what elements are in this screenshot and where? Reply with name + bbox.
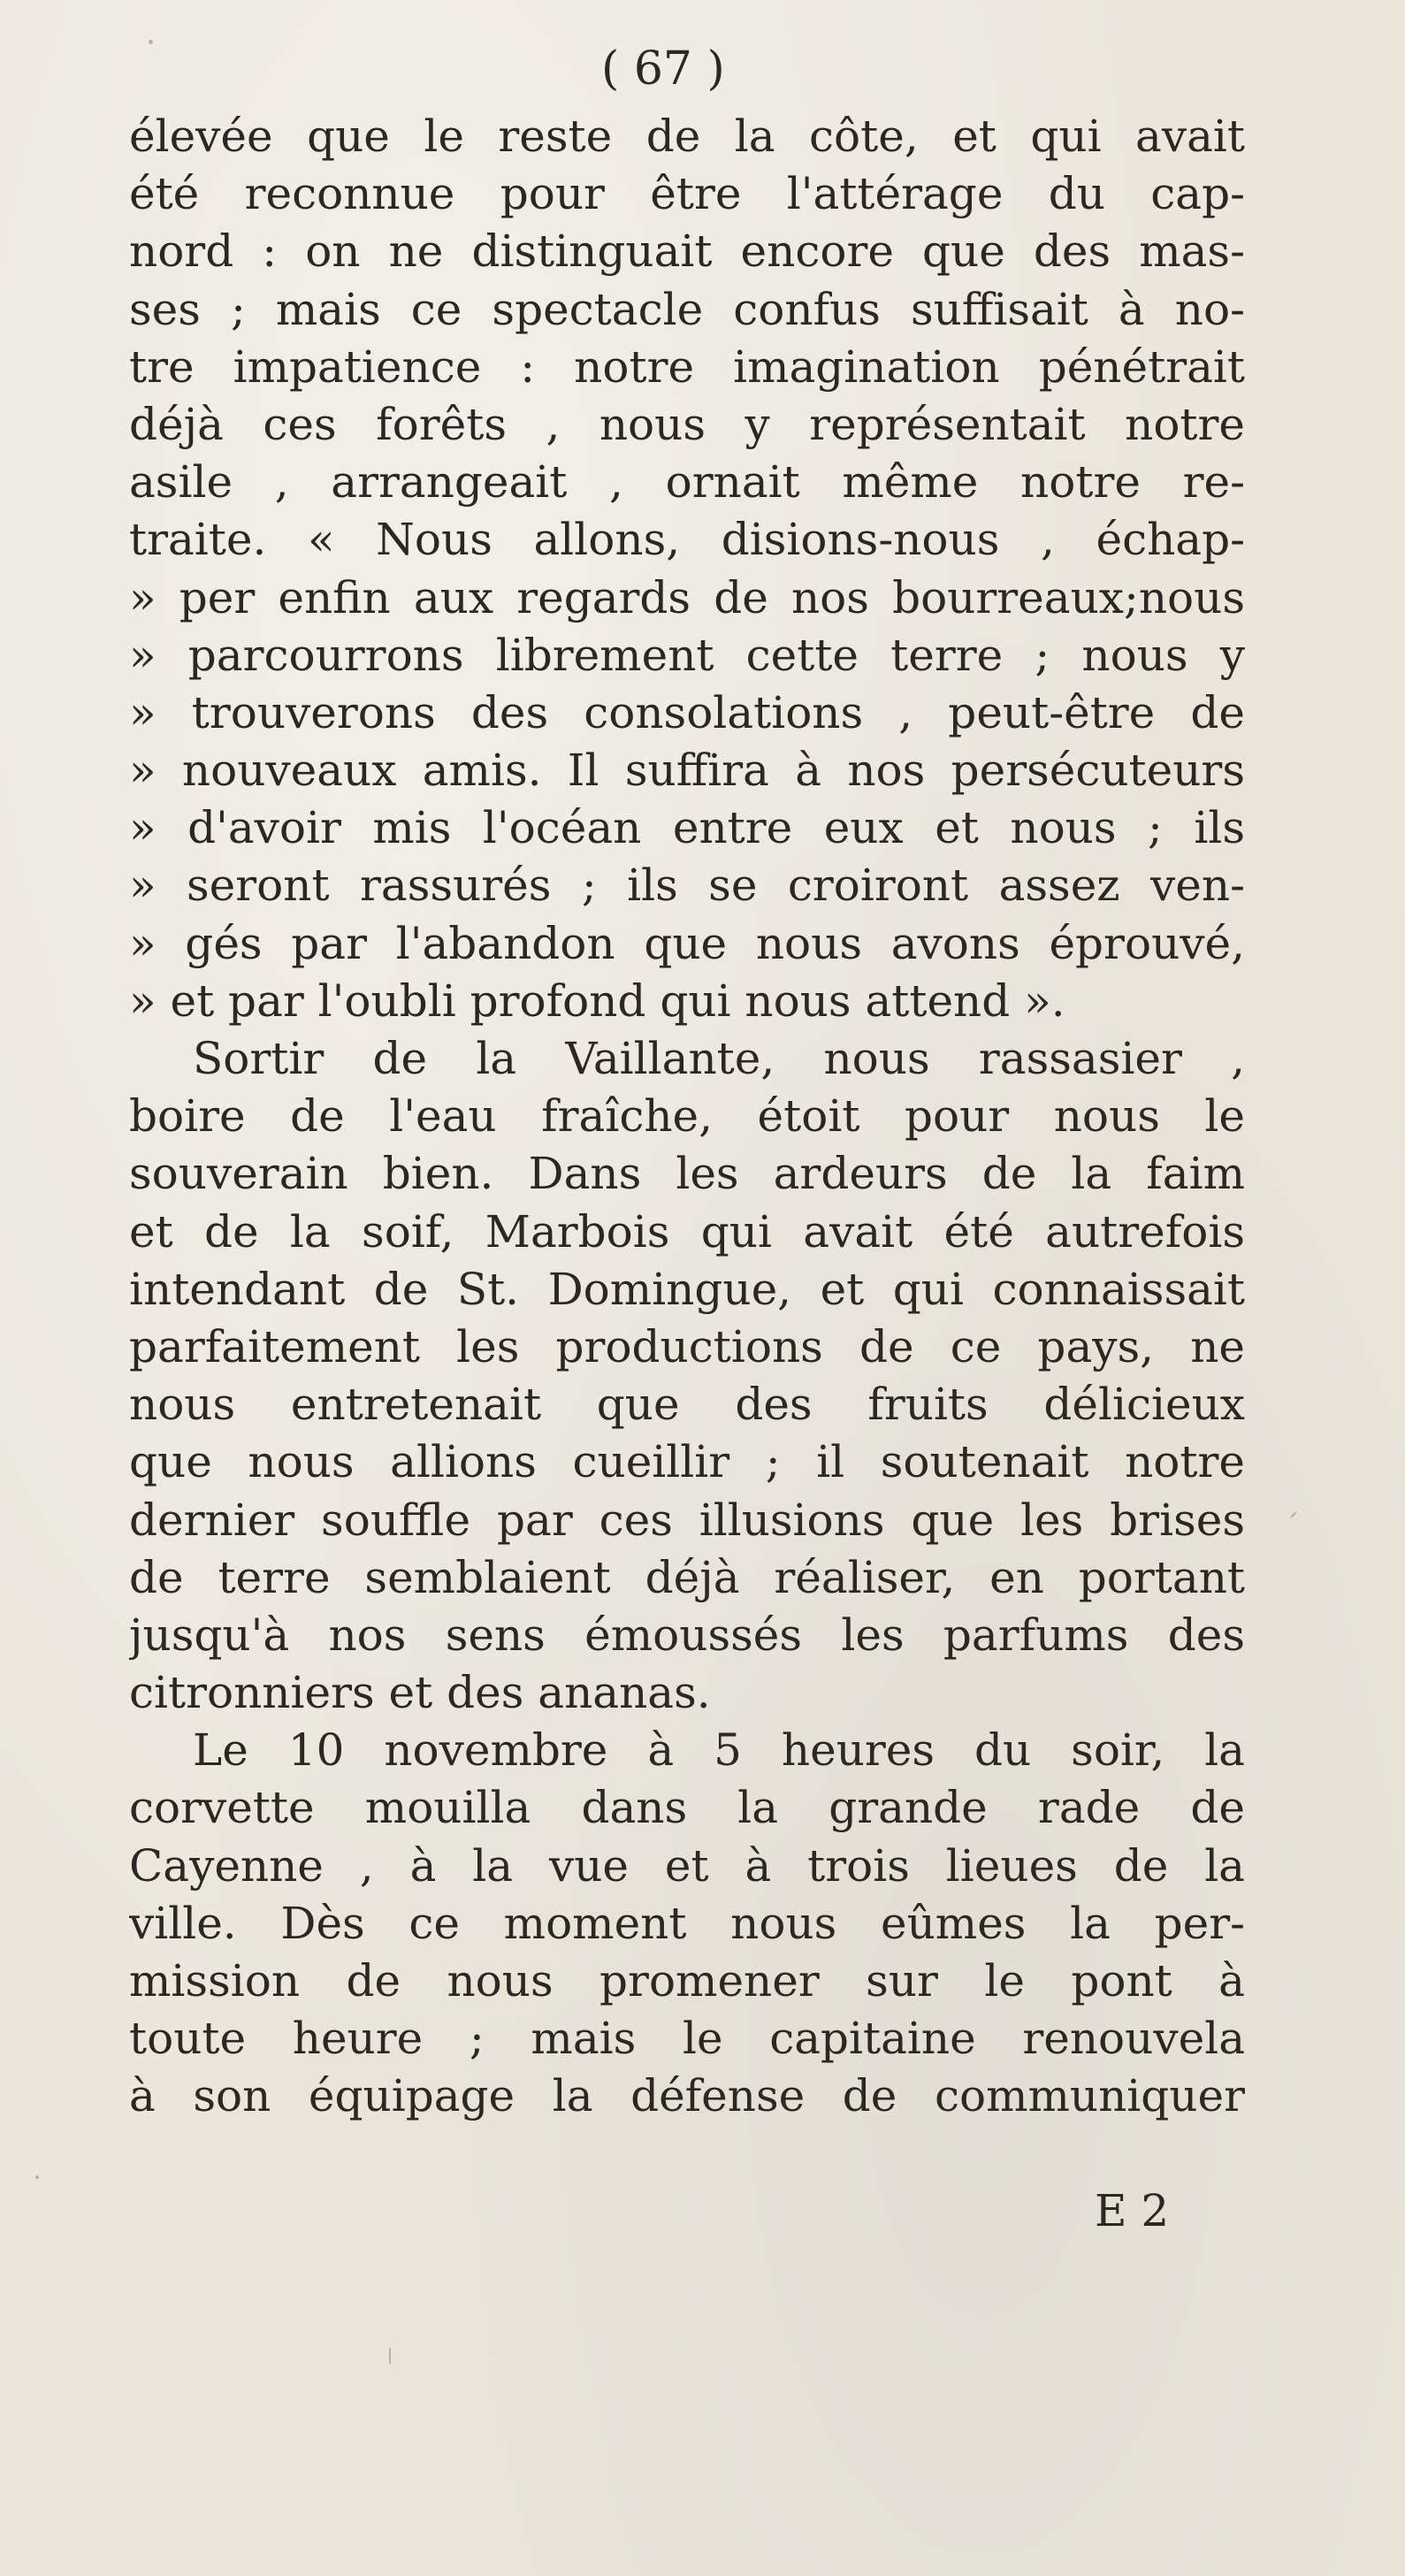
text-line: souverain bien. Dans les ardeurs de la faim [129,1148,1245,1200]
text-line: boire de l'eau fraîche, étoit pour nous le [129,1090,1245,1143]
paper-speck [35,2175,39,2179]
text-line: et de la soif, Marbois qui avait été autrefois [129,1205,1245,1257]
text-line: tre impatience : notre imagination pénétrait [129,340,1245,393]
paper-speck [389,2348,391,2364]
paper-speck [1290,1511,1297,1518]
text-line: » et par l'oubli profond qui nous attend ». [129,975,1065,1027]
page-number: ( 67 ) [601,42,725,96]
text-line: ses ; mais ce spectacle confus suffisait à no- [129,283,1245,335]
text-line: » trouverons des consolations , peut-être de [129,686,1245,738]
text-line: » per enfin aux regards de nos bourreaux;nous [129,571,1245,623]
text-line: toute heure ; mais le capitaine renouvela [129,2013,1245,2065]
text-line: parfaitement les productions de ce pays, ne [129,1320,1245,1372]
paper-speck [149,40,153,44]
text-line: de terre semblaient déjà réaliser, en portant [129,1551,1245,1603]
text-line: intendant de St. Domingue, et qui connaissait [129,1263,1245,1315]
text-line: dernier souffle par ces illusions que les brises [129,1494,1245,1546]
text-line: déjà ces forêts , nous y représentait notre [129,398,1245,450]
text-line: nous entretenait que des fruits délicieux [129,1379,1245,1431]
text-line: Cayenne , à la vue et à trois lieues de la [129,1839,1245,1892]
text-line: élevée que le reste de la côte, et qui avait [129,111,1245,162]
text-line: mission de nous promener sur le pont à [129,1955,1245,2007]
text-line: » parcourrons librement cette terre ; nous y [129,629,1245,681]
text-line: Sortir de la Vaillante, nous rassasier , [193,1033,1245,1084]
text-line: » d'avoir mis l'océan entre eux et nous ; ils [129,802,1245,854]
text-line: ville. Dès ce moment nous eûmes la per- [129,1897,1245,1949]
body-text [129,108,1245,2126]
text-line: que nous allions cueillir ; il soutenait notre [129,1436,1245,1488]
text-line: citronniers et des ananas. [129,1667,711,1719]
text-line: » seront rassurés ; ils se croiront assez ven- [129,860,1245,912]
text-line: traite. « Nous allons, disions-nous , échap- [129,514,1245,566]
text-line: à son équipage la défense de communiquer [129,2070,1245,2122]
signature-mark: E 2 [1095,2185,1170,2236]
text-line: » gés par l'abandon que nous avons éprouvé, [129,917,1245,969]
text-line: nord : on ne distinguait encore que des mas- [129,225,1245,278]
text-line: été reconnue pour être l'attérage du cap- [129,168,1245,220]
text-line: » nouveaux amis. Il suffira à nos persécuteurs [129,745,1245,797]
text-line: asile , arrangeait , ornait même notre re- [129,456,1245,508]
text-line: jusqu'à nos sens émoussés les parfums des [129,1609,1245,1661]
text-line: corvette mouilla dans la grande rade de [129,1782,1245,1834]
text-line: Le 10 novembre à 5 heures du soir, la [193,1724,1245,1777]
